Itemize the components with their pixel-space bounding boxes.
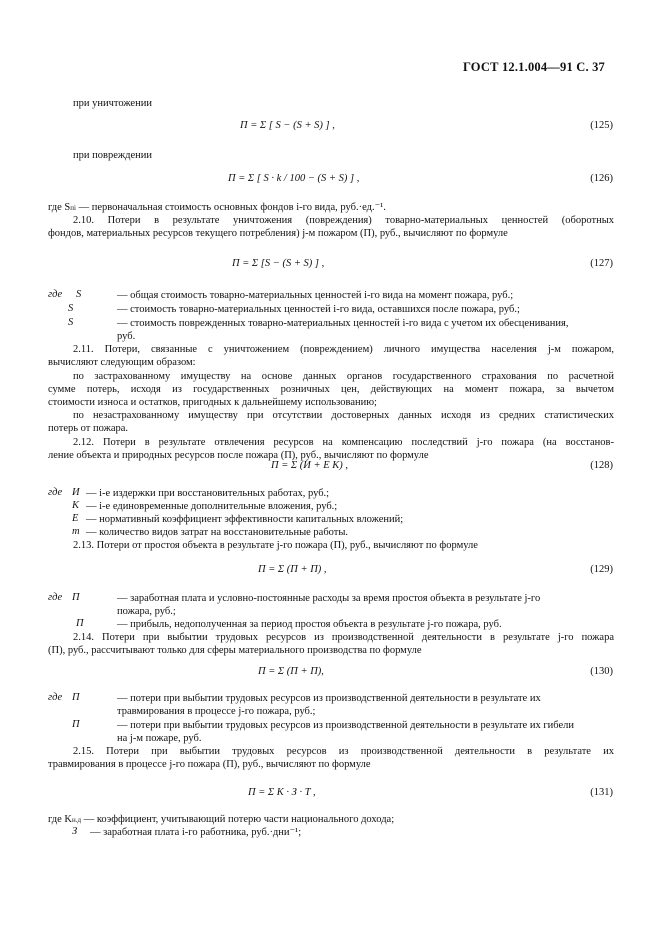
text-line: ление объекта и природных ресурсов после пожара (П), руб., вычисляют по формуле [48,450,429,461]
definition: — i-е единовременные дополнительные вложения, руб.; [86,501,338,512]
formula-125: П = Σ [ S − (S + S) ] , [240,120,335,131]
symbol-p-zp: П [72,592,80,603]
equation-number: (128) [590,460,613,471]
definition: пожара, руб.; [117,606,176,617]
text-line: где Kн.д — коэффициент, учитывающий потерю части национального дохода; [48,814,395,825]
text-line: фондов, материальных ресурсов текущего потребления) j-м пожаром (П), руб., вычисляют по формуле [48,228,508,239]
symbol-z: З [72,826,78,837]
definition: — прибыль, недополученная за период простоя объекта в результате j-го пожара, руб. [117,619,502,630]
formula-126: П = Σ [ S · k / 100 − (S + S) ] , [228,173,360,184]
text-line: 2.10. Потери в результате уничтожения (повреждения) товарно-материальных ценностей (оборотных [73,215,614,226]
text-line: 2.15. Потери при выбытии трудовых ресурсов из производственной деятельности в результате их [73,746,614,757]
definition: — нормативный коэффициент эффективности капитальных вложений; [86,514,404,525]
symbol-m: m [72,526,80,537]
equation-number: (127) [590,258,613,269]
where-label: где [48,289,63,300]
equation-number: (126) [590,173,613,184]
text-line: 2.11. Потери, связанные с уничтожением (повреждением) личного имущества населения j-м пожаром, [73,344,614,355]
symbol-p-np: П [76,618,84,629]
symbol-e: E [72,513,79,524]
text-line: 2.13. Потери от простоя объекта в результате j-го пожара (П), руб., вычисляют по формуле [73,540,478,551]
definition: — потери при выбытии трудовых ресурсов из производственной деятельности в результате их гибели [117,720,574,731]
definition: — общая стоимость товарно-материальных ценностей i-го вида на момент пожара, руб.; [117,290,514,301]
text-line: вычисляют следующим образом: [48,357,196,368]
text-line: травмирования в процессе j-го пожара (П), руб., вычисляют по формуле [48,759,371,770]
definition: руб. [117,331,136,342]
formula-128: П = Σ (И + E K) , [271,460,348,471]
text-line: 2.12. Потери в результате отвлечения ресурсов на компенсацию последствий j-го пожара (на восстанов- [73,437,614,448]
definition: — заработная плата i-го работника, руб.·дни⁻¹; [90,827,302,838]
equation-number: (125) [590,120,613,131]
symbol-k: K [72,500,80,511]
symbol-p-t: П [72,692,80,703]
text-line: стоимости износа и остатков, пригодных к дальнейшему использованию; [48,397,377,408]
definition: на j-м пожаре, руб. [117,733,202,744]
formula-130: П = Σ (П + П), [258,666,324,677]
definition: — стоимость товарно-материальных ценностей i-го вида, оставшихся после пожара, руб.; [117,304,520,315]
text-line: (П), руб., рассчитывают только для сферы материального производства по формуле [48,645,422,656]
text-line: при уничтожении [73,98,152,109]
definition: — i-е издержки при восстановительных работах, руб.; [86,488,330,499]
where-label: где [48,487,63,498]
symbol-p-g: П [72,719,80,730]
symbol-s-ost: S [68,303,74,314]
definition: — потери при выбытии трудовых ресурсов из производственной деятельности в результате их [117,693,541,704]
symbol-s-tmc: S [76,289,82,300]
definition: травмирования в процессе j-го пожара, руб.; [117,706,316,717]
where-label: где [48,592,63,603]
symbol-s-op: S [68,317,74,328]
equation-number: (129) [590,564,613,575]
text-line: сумме потерь, исходя из государственных розничных цен, действующих на момент пожара, за вычетом [48,384,614,395]
text-line: потерь от пожара. [48,423,129,434]
text-line: где Sпi — первоначальная стоимость основных фондов i-го вида, руб.·ед.⁻¹. [48,202,386,213]
text-line: по застрахованному имуществу на основе данных органов государственного страхования по расчетной [73,371,614,382]
text-line: 2.14. Потери при выбытии трудовых ресурсов из производственной деятельности в результате j-го пожара [73,632,614,643]
formula-129: П = Σ (П + П) , [258,564,327,575]
formula-127: П = Σ [S − (S + S) ] , [232,258,325,269]
definition: — количество видов затрат на восстановительные работы. [86,527,349,538]
equation-number: (131) [590,787,613,798]
text-line: при повреждении [73,150,152,161]
symbol-i: И [72,487,80,498]
equation-number: (130) [590,666,613,677]
text-line: по незастрахованному имуществу при отсутствии достоверных данных исходя из средних статистических [73,410,614,421]
formula-131: П = Σ K · З · T , [248,787,316,798]
definition: — заработная плата и условно-постоянные расходы за время простоя объекта в результате j-го [117,593,541,604]
where-label: где [48,692,63,703]
page-header: ГОСТ 12.1.004—91 С. 37 [462,60,605,74]
definition: — стоимость поврежденных товарно-материальных ценностей i-го вида с учетом их обесценивания, [117,318,569,329]
